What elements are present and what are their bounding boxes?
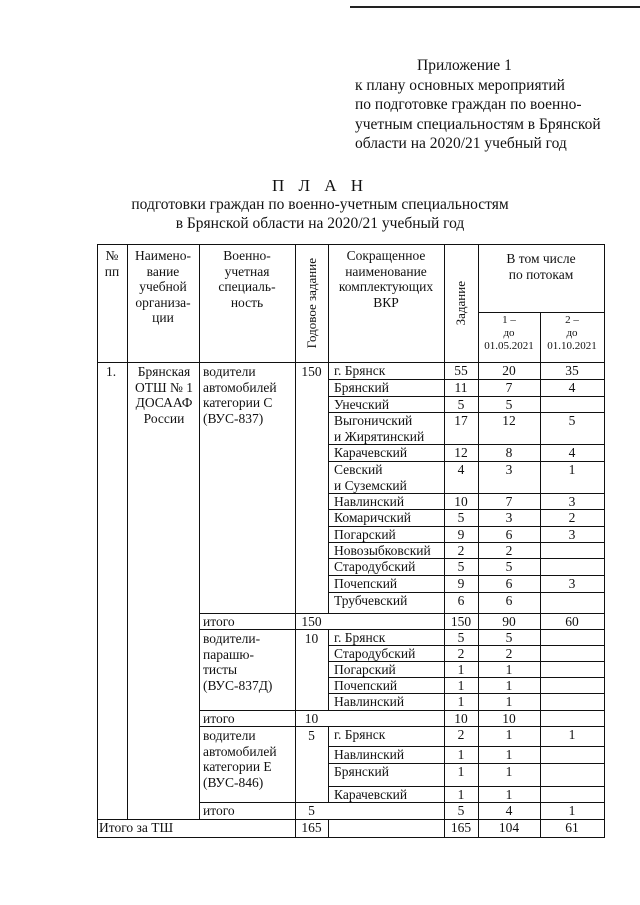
header-org: организа-	[135, 294, 191, 310]
stream-1-value: 3	[505, 462, 513, 477]
vkr-name: и Жирятинский	[334, 428, 425, 444]
task-value: 5	[457, 397, 465, 412]
subtotal-stream-1: 4	[505, 803, 513, 818]
header-num: пп	[104, 263, 120, 279]
stream-2-value: 3	[568, 576, 576, 591]
specialty: (ВУС-846)	[203, 774, 264, 790]
header-vkr: ВКР	[373, 294, 399, 310]
table-vrule	[328, 629, 329, 711]
task-value: 11	[454, 380, 468, 395]
header-streams: по потокам	[508, 266, 574, 282]
task-value: 9	[457, 576, 465, 591]
header-task: Задание	[453, 280, 468, 326]
header-stream-1: до	[503, 327, 515, 339]
stream-1-value: 2	[505, 543, 513, 558]
appendix-line: Приложение 1	[417, 57, 512, 74]
appendix-line: учетным специальностям в Брянской	[355, 115, 601, 133]
task-value: 1	[457, 747, 465, 762]
specialty: автомобилей	[203, 743, 277, 759]
vkr-name: г. Брянск	[334, 727, 386, 742]
table-vrule	[328, 726, 329, 803]
vkr-name: Навлинский	[334, 747, 405, 762]
task-value: 1	[457, 787, 465, 802]
header-spec: ность	[230, 294, 264, 310]
appendix-line: области на 2020/21 учебный год	[355, 135, 567, 152]
subtotal-annual: 5	[308, 803, 315, 818]
stream-1-value: 1	[505, 727, 513, 742]
header-spec: учетная	[224, 263, 270, 279]
stream-2-value: 2	[568, 510, 576, 525]
stream-2-value: 1	[568, 462, 576, 477]
grand-total-label: Итого за ТШ	[99, 820, 174, 835]
vkr-name: Почепский	[334, 678, 398, 693]
vkr-name: Трубчевский	[334, 593, 408, 608]
task-value: 2	[457, 727, 465, 742]
vkr-name: Навлинский	[334, 494, 405, 509]
subtitle-line: в Брянской области на 2020/21 учебный год	[175, 215, 465, 232]
stream-2-value: 5	[568, 413, 576, 428]
stream-2-value: 35	[565, 363, 579, 378]
specialty: водители	[203, 728, 256, 743]
header-vkr: наименование	[345, 263, 427, 279]
stream-1-value: 1	[505, 678, 513, 693]
task-value: 1	[457, 764, 465, 779]
appendix-line: по подготовке граждан по военно-	[355, 96, 582, 113]
grand-total-task: 165	[450, 820, 472, 835]
header-org: ции	[152, 310, 174, 325]
table-hrule	[97, 362, 605, 363]
vkr-name: Почепский	[334, 576, 398, 591]
table-vrule	[540, 312, 541, 838]
subtotal-task: 5	[457, 803, 465, 818]
top-rule	[350, 6, 640, 8]
stream-1-value: 2	[505, 646, 513, 661]
table-hrule	[199, 710, 605, 711]
specialty: водители-	[203, 631, 261, 646]
header-annual: Годовое задание	[303, 257, 319, 349]
grand-total-annual: 165	[301, 820, 322, 835]
vkr-name: Погарский	[334, 662, 396, 677]
vkr-name: Комаричский	[334, 510, 412, 525]
subtotal-label: итого	[203, 614, 235, 629]
document-subtitle	[0, 195, 640, 233]
stream-1-value: 20	[502, 363, 516, 378]
subtotal-stream-1: 90	[502, 614, 516, 629]
table-hrule	[97, 837, 605, 838]
vkr-name: Карачевский	[334, 787, 408, 802]
task-value: 2	[457, 646, 465, 661]
stream-1-value: 1	[505, 787, 513, 802]
stream-1-value: 1	[505, 694, 513, 709]
table-vrule	[444, 244, 445, 838]
table-vrule	[604, 244, 605, 838]
stream-1-value: 7	[505, 494, 513, 509]
document-title: П Л А Н	[271, 176, 369, 195]
task-value: 5	[457, 630, 465, 645]
table-hrule	[478, 312, 605, 313]
stream-1-value: 6	[505, 527, 513, 542]
stream-1-value: 5	[505, 397, 513, 412]
stream-1-value: 12	[502, 413, 516, 428]
table-vrule	[328, 362, 329, 614]
stream-1-value: 8	[505, 445, 513, 460]
vkr-name: Выгоничский	[334, 413, 413, 428]
header-num: №	[105, 248, 119, 263]
table-vrule	[328, 819, 329, 838]
table-vrule	[199, 244, 200, 820]
header-vkr: комплектующих	[338, 279, 434, 294]
vkr-name: Брянский	[334, 764, 389, 779]
task-value: 2	[457, 543, 465, 558]
stream-1-value: 7	[505, 380, 513, 395]
specialty: автомобилей	[203, 379, 277, 395]
vkr-name: Севский	[334, 462, 383, 477]
subtotal-task: 150	[450, 614, 472, 629]
vkr-name: Навлинский	[334, 694, 405, 709]
stream-1-value: 5	[505, 559, 513, 574]
appendix-note	[355, 56, 601, 154]
vkr-name: г. Брянск	[334, 630, 386, 645]
header-stream-2: 2 –	[565, 314, 579, 326]
task-value: 17	[454, 413, 468, 428]
stream-1-value: 1	[505, 747, 513, 762]
grand-total-stream-2: 61	[565, 820, 579, 835]
task-value: 4	[457, 462, 465, 477]
stream-1-value: 1	[505, 764, 513, 779]
stream-1-value: 6	[505, 576, 513, 591]
vkr-name: Погарский	[334, 527, 396, 542]
subtotal-stream-2: 60	[565, 614, 579, 629]
table-vrule	[328, 244, 329, 363]
header-stream-2: до	[566, 327, 578, 339]
specialty: (ВУС-837)	[203, 410, 264, 426]
header-org: Наимено-	[135, 248, 191, 263]
header-stream-1: 01.05.2021	[484, 340, 534, 352]
annual-task: 5	[308, 728, 315, 743]
specialty: водители	[203, 364, 256, 379]
stream-1-value: 6	[505, 593, 513, 608]
task-value: 12	[454, 445, 468, 460]
subtotal-label: итого	[203, 711, 235, 726]
specialty: категории Е	[203, 759, 272, 774]
header-stream-1: 1 –	[502, 314, 516, 326]
task-value: 5	[457, 510, 465, 525]
subtotal-task: 10	[454, 711, 468, 726]
stream-1-value: 5	[505, 630, 513, 645]
vkr-name: Унечский	[334, 397, 390, 412]
vkr-name: Новозыбковский	[334, 543, 431, 558]
stream-1-value: 1	[505, 662, 513, 677]
org-name: Брянская	[137, 364, 191, 379]
vkr-name: и Суземский	[334, 477, 407, 493]
table-vrule	[97, 244, 98, 838]
stream-2-value: 3	[568, 494, 576, 509]
specialty: парашю-	[203, 646, 254, 662]
task-value: 6	[457, 593, 465, 608]
table-hrule	[97, 244, 605, 245]
task-value: 1	[457, 678, 465, 693]
task-value: 10	[454, 494, 468, 509]
vkr-name: Стародубский	[334, 559, 416, 574]
subtotal-label: итого	[203, 803, 235, 818]
appendix-line: к плану основных мероприятий	[355, 76, 565, 94]
annual-task: 10	[304, 631, 319, 646]
header-stream-2: 01.10.2021	[547, 340, 597, 352]
org-name: ДОСААФ	[135, 395, 193, 410]
header-org: учебной	[139, 279, 187, 294]
subtotal-stream-1: 10	[502, 711, 516, 726]
task-value: 55	[454, 363, 468, 378]
table-vrule	[295, 244, 296, 838]
subtotal-annual: 150	[301, 614, 322, 629]
specialty: категории С	[203, 395, 273, 410]
task-value: 1	[457, 662, 465, 677]
vkr-name: г. Брянск	[334, 363, 386, 378]
specialty: (ВУС-837Д)	[203, 677, 273, 693]
stream-2-value: 1	[568, 727, 576, 742]
stream-1-value: 3	[505, 510, 513, 525]
task-value: 1	[457, 694, 465, 709]
header-spec: специаль-	[218, 279, 276, 294]
vkr-name: Карачевский	[334, 445, 408, 460]
table-vrule	[478, 244, 479, 838]
org-name: ОТШ № 1	[135, 379, 193, 395]
vkr-name: Стародубский	[334, 646, 416, 661]
table-hrule	[97, 819, 605, 820]
header-streams: В том числе	[506, 251, 576, 266]
subtitle-line: подготовки граждан по военно-учетным специальностям	[131, 196, 509, 213]
table-vrule	[127, 244, 128, 820]
subtotal-annual: 10	[304, 711, 319, 726]
stream-2-value: 4	[568, 445, 576, 460]
task-value: 5	[457, 559, 465, 574]
org-name: России	[143, 410, 185, 426]
stream-2-value: 3	[568, 527, 576, 542]
grand-total-stream-1: 104	[498, 820, 520, 835]
row-num: 1.	[106, 364, 117, 379]
task-value: 9	[457, 527, 465, 542]
header-org: вание	[146, 263, 180, 279]
table-hrule	[199, 629, 605, 630]
subtotal-stream-2: 1	[568, 803, 576, 818]
header-vkr: Сокращенное	[346, 248, 426, 263]
header-spec: Военно-	[223, 248, 271, 263]
vkr-name: Брянский	[334, 380, 389, 395]
annual-task: 150	[301, 364, 322, 379]
stream-2-value: 4	[568, 380, 576, 395]
specialty: тисты	[203, 662, 238, 677]
